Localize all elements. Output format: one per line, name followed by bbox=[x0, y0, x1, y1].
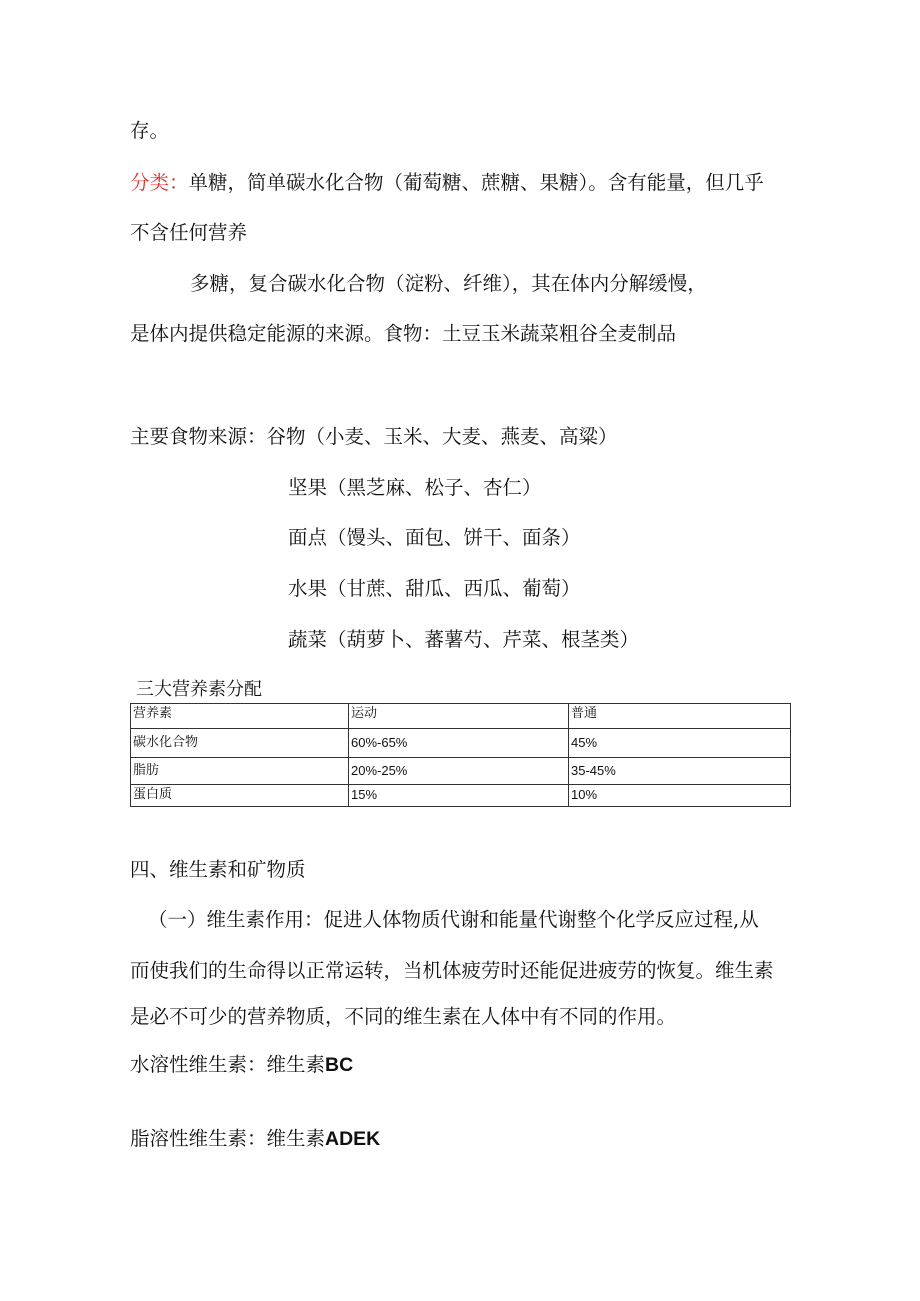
table-cell: 45% bbox=[569, 729, 791, 758]
table-header-cell: 营养素 bbox=[131, 704, 349, 729]
nutrient-table bbox=[130, 703, 791, 807]
fat-soluble-value: ADEK bbox=[325, 1128, 381, 1150]
table-cell: 蛋白质 bbox=[131, 785, 349, 807]
water-soluble-label: 水溶性维生素：维生素 bbox=[130, 1053, 326, 1076]
food-source-item: 坚果（黑芝麻、松子、杏仁） bbox=[288, 476, 542, 499]
vitamin-paragraph-line: （一）维生素作用：促进人体物质代谢和能量代谢整个化学反应过程,从 bbox=[148, 908, 759, 931]
table-cell: 15% bbox=[349, 785, 569, 807]
table-cell: 60%-65% bbox=[349, 729, 569, 758]
vitamin-paragraph-line: 是必不可少的营养物质，不同的维生素在人体中有不同的作用。 bbox=[130, 1005, 677, 1028]
table-cell: 35-45% bbox=[569, 758, 791, 785]
table-cell: 碳水化合物 bbox=[131, 729, 349, 758]
fat-soluble-vitamins bbox=[130, 1125, 380, 1153]
classification-label: 分类： bbox=[130, 171, 189, 194]
table-row bbox=[131, 785, 791, 807]
table-cell: 20%-25% bbox=[349, 758, 569, 785]
table-cell: 脂肪 bbox=[131, 758, 349, 785]
classification-line-2: 不含任何营养 bbox=[130, 221, 248, 244]
table-cell: 10% bbox=[569, 785, 791, 807]
monosaccharide-text: 单糖，简单碳水化合物（葡萄糖、蔗糖、果糖）。含有能量，但几乎 bbox=[188, 171, 764, 194]
food-sources-intro: 主要食物来源：谷物（小麦、玉米、大麦、燕麦、高粱） bbox=[130, 425, 618, 448]
table-header-cell: 运动 bbox=[349, 704, 569, 729]
section-heading: 四、维生素和矿物质 bbox=[130, 858, 306, 881]
table-header-cell: 普通 bbox=[569, 704, 791, 729]
food-source-item: 蔬菜（葫萝卜、蕃薯芍、芹菜、根茎类） bbox=[288, 628, 640, 651]
vitamin-paragraph-line: 而使我们的生命得以正常运转，当机体疲劳时还能促进疲劳的恢复。维生素 bbox=[130, 959, 774, 982]
table-row bbox=[131, 729, 791, 758]
polysaccharide-text: 多糖，复合碳水化合物（淀粉、纤维），其在体内分解缓慢， bbox=[190, 272, 707, 295]
polysaccharide-foods: 是体内提供稳定能源的来源。食物：土豆玉米蔬菜粗谷全麦制品 bbox=[130, 322, 677, 345]
table-header-row bbox=[131, 704, 791, 729]
table-row bbox=[131, 758, 791, 785]
paragraph-end: 存。 bbox=[130, 119, 170, 142]
classification-line-1 bbox=[130, 169, 764, 197]
food-source-item: 水果（甘蔗、甜瓜、西瓜、葡萄） bbox=[288, 577, 581, 600]
table-title: 三大营养素分配 bbox=[136, 679, 262, 700]
water-soluble-vitamins bbox=[130, 1051, 353, 1079]
food-source-item: 面点（馒头、面包、饼干、面条） bbox=[288, 526, 581, 549]
water-soluble-value: BC bbox=[325, 1054, 354, 1076]
fat-soluble-label: 脂溶性维生素：维生素 bbox=[130, 1127, 326, 1150]
